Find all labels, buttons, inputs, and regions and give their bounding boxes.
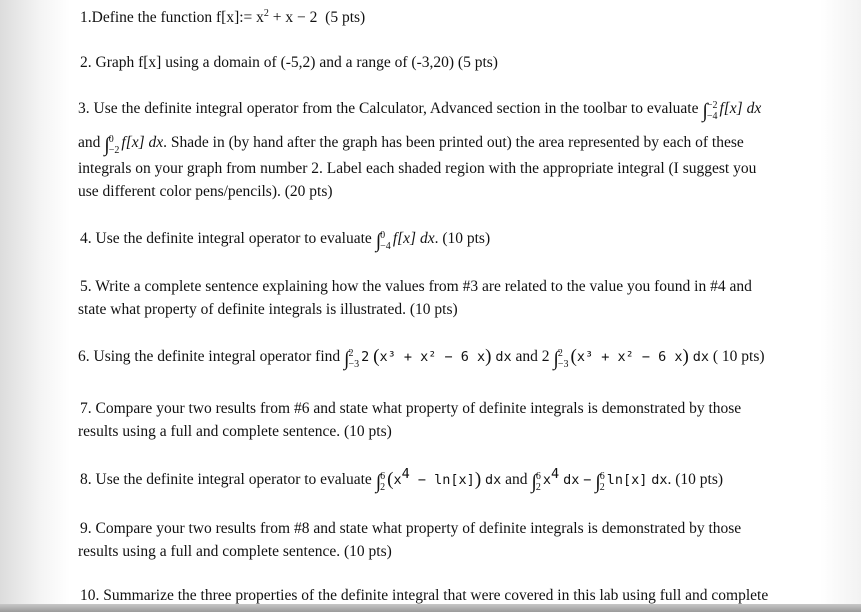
- q4-text: 4. Use the definite integral operator to evaluate: [80, 230, 372, 247]
- integral-sign: ∫: [702, 100, 708, 122]
- q6-text: 6. Using the definite integral operator find: [78, 348, 341, 365]
- question-7: [80, 397, 820, 420]
- q3-int2-limits: [109, 134, 120, 156]
- integral-sign: ∫: [104, 134, 110, 156]
- q8-int1-lower: 2: [380, 482, 386, 493]
- q8-integrand1-b: − ln[x]: [409, 472, 475, 488]
- q4-int-limits: [380, 230, 391, 252]
- question-3-line3: [78, 157, 818, 180]
- q8-text: 8. Use the definite integral operator to evaluate: [80, 471, 372, 488]
- integral-sign: ∫: [595, 471, 601, 493]
- question-3-line4: [78, 180, 818, 203]
- question-9-line2: [78, 540, 818, 563]
- q8-dx-1: dx: [485, 472, 502, 488]
- q6-and: and 2: [515, 348, 550, 365]
- q3-int2-upper: 0: [108, 134, 114, 145]
- q6-int2-lower: −3: [557, 359, 569, 370]
- q8-integrand1-a: x: [393, 472, 402, 488]
- q3-int1-body: f[x] dx: [719, 100, 762, 117]
- integral-sign: ∫: [375, 230, 382, 252]
- paren-open: (: [570, 346, 577, 367]
- q3-line4: use different color pens/pencils). (20 pts): [78, 183, 333, 200]
- q8-int2-limits: [536, 471, 541, 493]
- question-7-line2: [78, 420, 818, 443]
- q6-int1-limits: [349, 348, 360, 370]
- q1-points: (5 pts): [325, 9, 366, 26]
- q4-int-lower: −4: [380, 241, 391, 252]
- q5-line1: 5. Write a complete sentence explaining how the values from #3 are related to the value you found in #4 and: [80, 278, 752, 295]
- q8-dx-2: dx: [563, 472, 580, 488]
- q3-line2-rest: . Shade in (by hand after the graph has been printed out) the area represented by each of these: [163, 134, 744, 151]
- integral-sign: ∫: [344, 348, 350, 370]
- q1-number: 1.: [80, 9, 92, 26]
- q3-int1-upper: −2: [706, 100, 718, 111]
- q4-int-body: f[x] dx: [392, 230, 435, 247]
- q6-poly-2: x³ + x² − 6 x: [576, 349, 683, 365]
- question-8: [80, 465, 820, 493]
- q3-int1-limits: [707, 100, 718, 122]
- q2-text: 2. Graph f[x] using a domain of (-5,2) and a range of (-3,20) (5 pts): [80, 54, 498, 71]
- q10-text: 10. Summarize the three properties of the definite integral that were covered in this lab using full and complete: [80, 587, 769, 604]
- q1-text-b: + x − 2: [268, 9, 318, 26]
- q1-exponent: 2: [263, 7, 269, 19]
- q5-line2: state what property of definite integrals is illustrated. (10 pts): [78, 301, 458, 318]
- question-5-line2: [78, 298, 818, 321]
- q6-int1-lower: −3: [348, 359, 360, 370]
- q9-line1: 9. Compare your two results from #8 and state what property of definite integrals is demonstrated by those: [80, 520, 742, 537]
- q6-int1-upper: 2: [348, 348, 354, 359]
- q1-text-a: Define the function f[x]:= x: [91, 9, 264, 26]
- question-1: [80, 6, 820, 29]
- q3-int2-lower: −2: [108, 145, 120, 156]
- paren-close: ): [474, 469, 482, 490]
- question-3: [78, 97, 818, 122]
- q8-points: . (10 pts): [667, 471, 724, 488]
- q8-int2-lower: 2: [535, 482, 541, 493]
- question-3-line2: [78, 131, 818, 156]
- q8-integrand2-exp: 4: [551, 465, 560, 482]
- question-2: [80, 51, 820, 74]
- q8-int3-limits: [600, 471, 605, 493]
- question-9: [80, 517, 820, 540]
- q6-dx-2: dx: [692, 349, 709, 365]
- paren-open: (: [387, 469, 394, 490]
- q8-integrand3: ln[x]: [606, 472, 648, 488]
- q6-int2-upper: 2: [557, 348, 563, 359]
- q6-poly-1: x³ + x² − 6 x: [379, 349, 486, 365]
- q6-int2-limits: [558, 348, 569, 370]
- question-4: [80, 227, 820, 252]
- q8-int3-upper: 6: [599, 471, 605, 482]
- q6-coef: 2: [361, 349, 370, 365]
- integral-sign: ∫: [531, 471, 537, 493]
- q6-dx-1: dx: [495, 349, 512, 365]
- paren-close: ): [485, 346, 492, 367]
- q8-int3-lower: 2: [599, 482, 605, 493]
- q7-line2: results using a full and complete sentence. (10 pts): [78, 423, 392, 440]
- q8-int1-limits: [380, 471, 385, 493]
- q7-line1: 7. Compare your two results from #6 and state what property of definite integrals is demonstrated by those: [80, 400, 742, 417]
- paren-open: (: [373, 346, 380, 367]
- q3-and: and: [78, 134, 101, 151]
- q4-points: . (10 pts): [434, 230, 491, 247]
- question-6: [78, 345, 818, 370]
- integral-sign: ∫: [553, 348, 559, 370]
- q3-int2-body: f[x] dx: [121, 134, 164, 151]
- paren-close: ): [682, 346, 689, 367]
- q8-dx-3: dx: [651, 472, 668, 488]
- q6-points: ( 10 pts): [712, 348, 765, 365]
- q3-line1: 3. Use the definite integral operator from the Calculator, Advanced section in the toolbar to evaluate: [78, 100, 699, 117]
- q3-line3: integrals on your graph from number 2. Label each shaded region with the appropriate integral (I suggest you: [78, 160, 757, 177]
- q8-integrand2: x: [542, 472, 552, 488]
- page-bottom-edge: [0, 604, 861, 612]
- q4-int-upper: 0: [380, 230, 386, 241]
- q8-minus: −: [583, 472, 592, 488]
- q8-and: and: [505, 471, 528, 488]
- q3-int1-lower: −4: [706, 111, 718, 122]
- q8-integrand1-exp: 4: [401, 465, 410, 482]
- question-5: [80, 275, 820, 298]
- q8-int1-upper: 6: [380, 471, 386, 482]
- q9-line2: results using a full and complete sentence. (10 pts): [78, 543, 392, 560]
- q8-int2-upper: 6: [535, 471, 541, 482]
- integral-sign: ∫: [375, 471, 382, 493]
